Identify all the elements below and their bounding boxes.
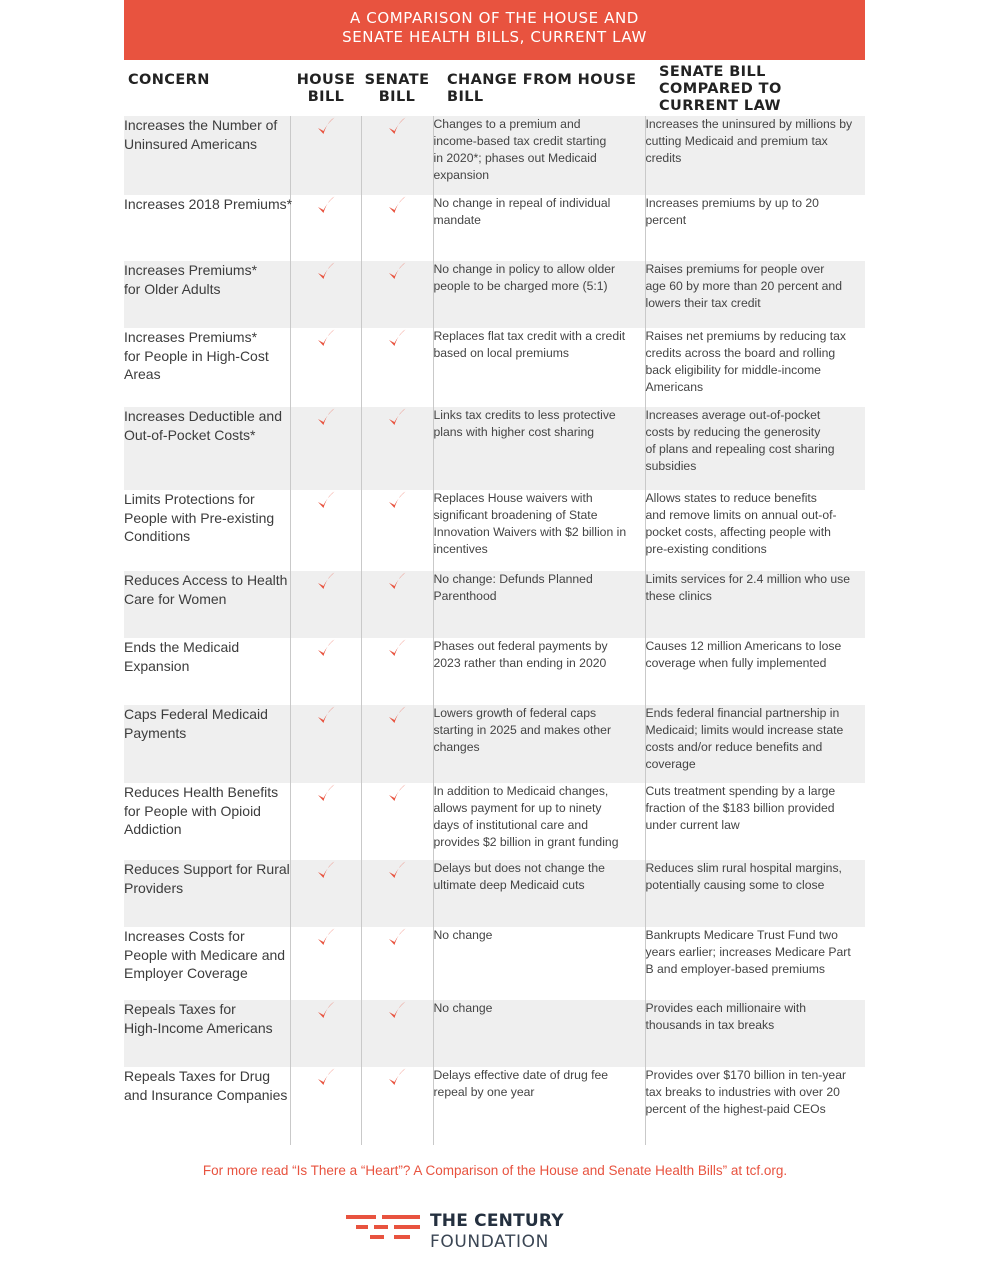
concern-cell-line: Payments [124,724,187,741]
concern-cell-line: People with Pre-existing [124,509,275,526]
compared-to-current-law-cell-line: years earlier; increases Medicare Part [645,945,851,959]
header-change-from-house: CHANGE FROM HOUSE BILL [447,72,637,105]
header-house-bill: HOUSE BILL [296,72,356,105]
checkmark-icon [316,328,336,350]
checkmark-icon [387,783,407,805]
concern-cell [124,116,290,195]
compared-to-current-law-cell-line: Provides over $170 billion in ten-year [645,1068,847,1082]
concern-cell [124,571,290,638]
house-bill-check [290,927,361,1000]
change-from-house-cell-line: starting in 2025 and makes other [433,723,612,737]
change-from-house-cell [433,783,645,860]
table-row [124,1067,865,1145]
change-from-house-cell-line: expansion [433,168,490,182]
senate-bill-check [361,195,433,261]
change-from-house-cell-line: significant broadening of State [433,508,598,522]
senate-bill-check [361,328,433,407]
change-from-house-cell [433,1000,645,1067]
concern-cell-line: Increases Premiums* [124,262,258,278]
checkmark-icon [387,860,407,882]
compared-to-current-law-cell-line: percent [645,213,687,227]
senate-bill-check [361,783,433,860]
checkmark-icon [316,783,336,805]
table-row [124,783,865,860]
checkmark-icon [387,490,407,512]
table-row [124,1000,865,1067]
concern-cell-line: Increases the Number of [124,117,278,133]
change-from-house-cell-line: income-based tax credit starting [433,134,607,148]
change-from-house-cell [433,571,645,638]
checkmark-icon [316,261,336,283]
compared-to-current-law-cell-line: B and employer-based premiums [645,962,826,976]
table-row [124,571,865,638]
senate-bill-check [361,1067,433,1145]
concern-cell [124,1067,290,1145]
title-banner [124,0,865,60]
compared-to-current-law-cell-line: Americans [645,380,704,394]
change-from-house-cell-line: Delays but does not change the [433,861,605,875]
concern-cell-line: and Insurance Companies [124,1086,288,1103]
compared-to-current-law-cell [645,116,865,195]
compared-to-current-law-cell-line: pre-existing conditions [645,542,767,556]
compared-to-current-law-cell-line: Raises net premiums by reducing tax [645,329,847,343]
checkmark-icon [316,1067,336,1089]
checkmark-icon [316,407,336,429]
concern-cell-line: Providers [124,879,184,896]
concern-cell [124,261,290,328]
concern-cell-line: for Older Adults [124,280,221,297]
compared-to-current-law-cell [645,1000,865,1067]
concern-cell-line: for People in High-Cost [124,347,269,364]
compared-to-current-law-cell-line: Bankrupts Medicare Trust Fund two [645,928,838,942]
change-from-house-cell-line: 2023 rather than ending in 2020 [433,656,607,670]
logo-line-2: FOUNDATION [430,1232,549,1252]
concern-cell [124,638,290,705]
compared-to-current-law-cell-line: costs by reducing the generosity [645,425,821,439]
house-bill-check [290,261,361,328]
concern-cell-line: Caps Federal Medicaid [124,706,268,722]
change-from-house-cell [433,195,645,261]
change-from-house-cell-line: based on local premiums [433,346,569,360]
checkmark-icon [387,1067,407,1089]
compared-to-current-law-cell [645,490,865,571]
change-from-house-cell [433,261,645,328]
change-from-house-cell-line: days of institutional care and [433,818,588,832]
header-concern: CONCERN [128,72,210,88]
change-from-house-cell-line: No change [433,928,493,942]
senate-bill-check [361,490,433,571]
change-from-house-cell [433,490,645,571]
compared-to-current-law-cell-line: Medicaid; limits would increase state [645,723,844,737]
compared-to-current-law-cell-line: credits across the board and rolling [645,346,836,360]
concern-cell-line: Uninsured Americans [124,135,258,152]
compared-to-current-law-cell [645,571,865,638]
compared-to-current-law-cell [645,705,865,783]
compared-to-current-law-cell-line: lowers their tax credit [645,296,761,310]
compared-to-current-law-cell [645,261,865,328]
table-row [124,195,865,261]
change-from-house-cell-line: Parenthood [433,589,497,603]
house-bill-check [290,116,361,195]
checkmark-icon [316,571,336,593]
table-row [124,860,865,927]
house-bill-check [290,328,361,407]
concern-cell [124,490,290,571]
header-compared-to-current-law: SENATE BILL COMPARED TO CURRENT LAW [659,64,782,114]
house-bill-check [290,783,361,860]
compared-to-current-law-cell-line: credits [645,151,682,165]
comparison-table [124,116,865,1145]
checkmark-icon [387,328,407,350]
table-row [124,927,865,1000]
concern-cell-line: Conditions [124,528,191,544]
concern-cell [124,860,290,927]
checkmark-icon [387,261,407,283]
concern-cell-line: Repeals Taxes for Drug [124,1068,271,1084]
checkmark-icon [316,705,336,727]
compared-to-current-law-cell [645,860,865,927]
change-from-house-cell-line: Innovation Waivers with $2 billion in [433,525,627,539]
concern-cell [124,783,290,860]
senate-bill-check [361,116,433,195]
header-senate-bill: SENATE BILL [364,72,430,105]
compared-to-current-law-cell-line: Reduces slim rural hospital margins, [645,861,842,875]
change-from-house-cell [433,116,645,195]
table-row [124,261,865,328]
compared-to-current-law-cell-line: these clinics [645,589,712,603]
change-from-house-cell-line: Changes to a premium and [433,117,581,131]
concern-cell-line: Reduces Access to Health [124,572,288,588]
concern-cell-line: Repeals Taxes for [124,1001,236,1017]
century-foundation-logo [346,1211,566,1253]
checkmark-icon [316,927,336,949]
table-row [124,490,865,571]
concern-cell-line: Reduces Health Benefits [124,784,279,800]
senate-bill-check [361,1000,433,1067]
change-from-house-cell [433,407,645,490]
change-from-house-cell-line: repeal by one year [433,1085,535,1099]
concern-cell-line: Reduces Support for Rural [124,861,290,877]
change-from-house-cell-line: in 2020*; phases out Medicaid [433,151,597,165]
table-row [124,638,865,705]
concern-cell-line: Ends the Medicaid [124,639,240,655]
compared-to-current-law-cell-line: back eligibility for middle-income [645,363,821,377]
concern-cell-line: Increases 2018 Premiums* [124,196,293,212]
concern-cell-line: Increases Costs for [124,928,245,944]
compared-to-current-law-cell-line: pocket costs, affecting people with [645,525,831,539]
change-from-house-cell [433,328,645,407]
house-bill-check [290,1067,361,1145]
house-bill-check [290,705,361,783]
senate-bill-check [361,705,433,783]
senate-bill-check [361,407,433,490]
compared-to-current-law-cell-line: costs and/or reduce benefits and [645,740,823,754]
concern-cell-line: Increases Premiums* [124,329,258,345]
concern-cell-line: Out-of-Pocket Costs* [124,426,256,443]
table-header [124,60,865,116]
concern-cell-line: High-Income Americans [124,1019,273,1036]
table-row [124,407,865,490]
compared-to-current-law-cell-line: coverage when fully implemented [645,656,827,670]
compared-to-current-law-cell-line: Limits services for 2.4 million who use [645,572,851,586]
change-from-house-cell-line: changes [433,740,480,754]
table-row [124,328,865,407]
footer-more-link[interactable]: For more read “Is There a “Heart”? A Comparison of the House and Senate Health Bills” at tcf.org. [202,1163,788,1178]
compared-to-current-law-cell-line: percent of the highest-paid CEOs [645,1102,826,1116]
change-from-house-cell-line: plans with higher cost sharing [433,425,595,439]
compared-to-current-law-cell-line: Cuts treatment spending by a large [645,784,836,798]
checkmark-icon [387,195,407,217]
concern-cell [124,1000,290,1067]
checkmark-icon [387,927,407,949]
senate-bill-check [361,571,433,638]
change-from-house-cell [433,1067,645,1145]
change-from-house-cell-line: In addition to Medicaid changes, [433,784,609,798]
concern-cell-line: People with Medicare and [124,946,286,963]
compared-to-current-law-cell [645,407,865,490]
checkmark-icon [387,638,407,660]
compared-to-current-law-cell [645,638,865,705]
concern-cell-line: for People with Opioid [124,802,261,819]
compared-to-current-law-cell-line: Causes 12 million Americans to lose [645,639,842,653]
house-bill-check [290,860,361,927]
change-from-house-cell-line: ultimate deep Medicaid cuts [433,878,585,892]
concern-cell-line: Addiction [124,821,182,837]
checkmark-icon [387,705,407,727]
house-bill-check [290,1000,361,1067]
compared-to-current-law-cell-line: Raises premiums for people over [645,262,825,276]
checkmark-icon [316,638,336,660]
change-from-house-cell-line: incentives [433,542,488,556]
checkmark-icon [316,116,336,138]
senate-bill-check [361,638,433,705]
concern-cell-line: Increases Deductible and [124,408,282,424]
compared-to-current-law-cell-line: fraction of the $183 billion provided [645,801,835,815]
checkmark-icon [316,490,336,512]
change-from-house-cell-line: Links tax credits to less protective [433,408,616,422]
checkmark-icon [316,195,336,217]
compared-to-current-law-cell [645,783,865,860]
compared-to-current-law-cell-line: under current law [645,818,740,832]
concern-cell-line: Employer Coverage [124,965,248,981]
house-bill-check [290,407,361,490]
change-from-house-cell-line: Lowers growth of federal caps [433,706,597,720]
change-from-house-cell-line: Replaces House waivers with [433,491,593,505]
change-from-house-cell-line: people to be charged more (5:1) [433,279,608,293]
change-from-house-cell-line: Replaces flat tax credit with a credit [433,329,626,343]
compared-to-current-law-cell [645,195,865,261]
compared-to-current-law-cell-line: potentially causing some to close [645,878,825,892]
house-bill-check [290,490,361,571]
compared-to-current-law-cell-line: age 60 by more than 20 percent and [645,279,842,293]
compared-to-current-law-cell-line: Increases the uninsured by millions by [645,117,853,131]
house-bill-check [290,638,361,705]
compared-to-current-law-cell-line: tax breaks to industries with over 20 [645,1085,840,1099]
compared-to-current-law-cell [645,328,865,407]
table-row [124,116,865,195]
senate-bill-check [361,261,433,328]
compared-to-current-law-cell-line: Provides each millionaire with [645,1001,807,1015]
checkmark-icon [316,860,336,882]
change-from-house-cell-line: No change [433,1001,493,1015]
change-from-house-cell [433,860,645,927]
concern-cell-line: Expansion [124,657,190,674]
table-row [124,705,865,783]
compared-to-current-law-cell-line: and remove limits on annual out-of- [645,508,837,522]
concern-cell-line: Care for Women [124,590,227,607]
change-from-house-cell-line: provides $2 billion in grant funding [433,835,619,849]
house-bill-check [290,195,361,261]
change-from-house-cell-line: Delays effective date of drug fee [433,1068,609,1082]
logo-line-1: THE CENTURY [430,1211,564,1231]
compared-to-current-law-cell-line: coverage [645,757,696,771]
logo-mark-icon [346,1215,420,1239]
title-line-2: SENATE HEALTH BILLS, CURRENT LAW [342,28,647,46]
change-from-house-cell [433,638,645,705]
concern-cell-line: Limits Protections for [124,491,255,507]
change-from-house-cell [433,927,645,1000]
house-bill-check [290,571,361,638]
checkmark-icon [387,407,407,429]
checkmark-icon [387,116,407,138]
concern-cell [124,705,290,783]
title-line-1: A COMPARISON OF THE HOUSE AND [350,9,639,27]
change-from-house-cell-line: allows payment for up to ninety [433,801,602,815]
senate-bill-check [361,927,433,1000]
compared-to-current-law-cell [645,1067,865,1145]
concern-cell [124,328,290,407]
concern-cell [124,407,290,490]
change-from-house-cell-line: No change: Defunds Planned [433,572,593,586]
change-from-house-cell-line: mandate [433,213,481,227]
compared-to-current-law-cell-line: of plans and repealing cost sharing [645,442,835,456]
compared-to-current-law-cell-line: cutting Medicaid and premium tax [645,134,828,148]
change-from-house-cell [433,705,645,783]
checkmark-icon [387,571,407,593]
checkmark-icon [387,1000,407,1022]
checkmark-icon [316,1000,336,1022]
compared-to-current-law-cell-line: Increases premiums by up to 20 [645,196,819,210]
change-from-house-cell-line: Phases out federal payments by [433,639,608,653]
compared-to-current-law-cell-line: Increases average out-of-pocket [645,408,821,422]
concern-cell-line: Areas [124,366,161,382]
compared-to-current-law-cell-line: Ends federal financial partnership in [645,706,840,720]
compared-to-current-law-cell-line: Allows states to reduce benefits [645,491,817,505]
concern-cell [124,927,290,1000]
compared-to-current-law-cell-line: thousands in tax breaks [645,1018,775,1032]
change-from-house-cell-line: No change in policy to allow older [433,262,616,276]
senate-bill-check [361,860,433,927]
compared-to-current-law-cell-line: subsidies [645,459,697,473]
concern-cell [124,195,293,261]
change-from-house-cell-line: No change in repeal of individual [433,196,611,210]
compared-to-current-law-cell [645,927,865,1000]
